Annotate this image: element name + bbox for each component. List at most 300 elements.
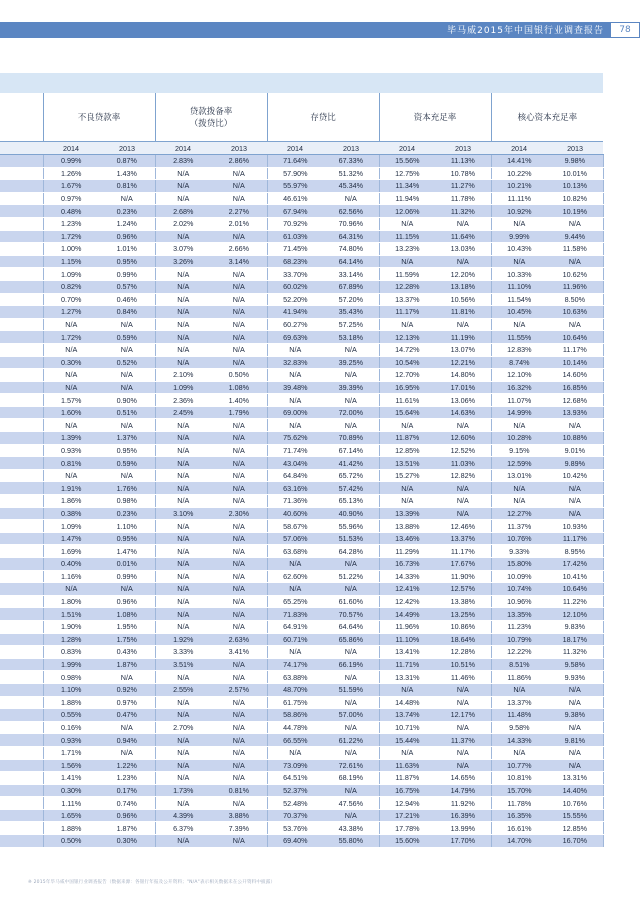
row-lead-cell (0, 482, 43, 495)
row-lead-cell (0, 192, 43, 205)
table-cell: 64.31% (323, 230, 379, 243)
table-cell: N/A (211, 280, 267, 293)
table-cell: 71.74% (267, 444, 323, 457)
table-row (0, 520, 603, 533)
table-cell: 1.99% (43, 658, 99, 671)
table-cell: 1.56% (43, 759, 99, 772)
table-cell: N/A (491, 482, 547, 495)
table-cell: 11.87% (379, 432, 435, 445)
table-cell: 2.36% (155, 394, 211, 407)
table-row (0, 532, 603, 545)
table-cell: N/A (99, 192, 155, 205)
table-row (0, 746, 603, 759)
table-cell: 0.98% (43, 671, 99, 684)
table-cell: N/A (491, 683, 547, 696)
table-cell: 9.33% (491, 545, 547, 558)
table-cell: 2.01% (211, 217, 267, 230)
table-cell: N/A (155, 835, 211, 848)
table-cell: N/A (211, 444, 267, 457)
table-cell: N/A (323, 784, 379, 797)
table-cell: 16.85% (547, 381, 603, 394)
table-cell: N/A (155, 734, 211, 747)
table-cell: 1.08% (211, 381, 267, 394)
table-cell: 64.64% (323, 620, 379, 633)
table-cell: 10.64% (547, 583, 603, 596)
table-cell: 1.76% (99, 482, 155, 495)
row-lead-cell (0, 570, 43, 583)
table-cell: 66.19% (323, 658, 379, 671)
table-row (0, 419, 603, 432)
table-cell: 0.52% (99, 356, 155, 369)
table-cell: N/A (155, 331, 211, 344)
table-body (0, 155, 603, 848)
row-lead-cell (0, 620, 43, 633)
table-cell: 13.74% (379, 709, 435, 722)
table-cell: 33.70% (267, 268, 323, 281)
table-cell: 1.28% (43, 633, 99, 646)
table-cell: 8.74% (491, 356, 547, 369)
table-cell: 1.47% (99, 545, 155, 558)
table-cell: 45.34% (323, 180, 379, 193)
table-cell: N/A (155, 746, 211, 759)
table-cell: 14.33% (379, 570, 435, 583)
table-cell: N/A (435, 495, 491, 508)
table-cell: 1.91% (43, 482, 99, 495)
table-cell: 12.10% (491, 369, 547, 382)
table-cell: N/A (155, 772, 211, 785)
table-cell: 0.96% (99, 809, 155, 822)
table-cell: 10.71% (379, 721, 435, 734)
table-cell: 10.64% (547, 331, 603, 344)
table-cell: 74.17% (267, 658, 323, 671)
table-cell: 0.81% (43, 457, 99, 470)
table-cell: 11.19% (435, 331, 491, 344)
table-cell: 1.16% (43, 570, 99, 583)
table-cell: N/A (99, 583, 155, 596)
row-lead-cell (0, 419, 43, 432)
table-cell: N/A (491, 419, 547, 432)
table-cell: N/A (323, 369, 379, 382)
table-cell: 70.57% (323, 608, 379, 621)
table-cell: 0.96% (99, 230, 155, 243)
table-cell: 11.94% (379, 192, 435, 205)
table-cell: N/A (43, 343, 99, 356)
table-cell: 14.72% (379, 343, 435, 356)
table-cell: 32.83% (267, 356, 323, 369)
year-cell: 2014 (43, 142, 99, 155)
table-cell: 0.99% (99, 570, 155, 583)
table-row (0, 709, 603, 722)
table-cell: 2.63% (211, 633, 267, 646)
table-row (0, 671, 603, 684)
row-lead-cell (0, 658, 43, 671)
table-cell: 12.85% (547, 822, 603, 835)
table-cell: N/A (99, 318, 155, 331)
table-cell: N/A (211, 545, 267, 558)
table-cell: N/A (155, 444, 211, 457)
table-row (0, 583, 603, 596)
table-cell: 53.18% (323, 331, 379, 344)
table-cell: 57.42% (323, 482, 379, 495)
table-cell: 14.48% (379, 696, 435, 709)
table-cell: N/A (155, 432, 211, 445)
table-cell: N/A (43, 369, 99, 382)
table-cell: 1.72% (43, 230, 99, 243)
table-cell: 1.67% (43, 180, 99, 193)
table-cell: 1.08% (99, 608, 155, 621)
footnote-text: ※ 2015年毕马威中国银行业调查报告（数据来源：各银行年报及公开资料；"N/A"表示相关数据未在公开资料中披露） (28, 880, 276, 885)
table-cell: 12.42% (379, 595, 435, 608)
table-cell: N/A (323, 583, 379, 596)
table-cell: 51.32% (323, 167, 379, 180)
table-cell: 12.13% (379, 331, 435, 344)
table-cell: 0.90% (99, 394, 155, 407)
table-cell: 64.28% (323, 545, 379, 558)
table-cell: N/A (211, 797, 267, 810)
table-cell: N/A (155, 306, 211, 319)
table-cell: 13.03% (435, 243, 491, 256)
table-row (0, 432, 603, 445)
table-cell: 1.80% (43, 595, 99, 608)
row-lead-cell (0, 469, 43, 482)
table-cell: 11.71% (379, 658, 435, 671)
table-top-band (0, 73, 603, 93)
table-cell: N/A (211, 570, 267, 583)
table-cell: 10.42% (547, 469, 603, 482)
table-cell: 14.70% (491, 835, 547, 848)
table-cell: 72.00% (323, 406, 379, 419)
table-row (0, 343, 603, 356)
table-cell: 16.39% (435, 809, 491, 822)
year-cell: 2013 (211, 142, 267, 155)
row-lead-cell (0, 583, 43, 596)
table-cell: 9.89% (547, 457, 603, 470)
table-cell: 1.75% (99, 633, 155, 646)
table-row (0, 469, 603, 482)
row-lead-cell (0, 797, 43, 810)
row-lead-cell (0, 784, 43, 797)
row-lead-cell (0, 683, 43, 696)
table-row (0, 482, 603, 495)
table-cell: 11.81% (435, 306, 491, 319)
table-cell: 10.76% (491, 532, 547, 545)
table-cell: 1.10% (99, 520, 155, 533)
table-cell: 10.56% (435, 293, 491, 306)
row-lead-cell (0, 230, 43, 243)
table-cell: N/A (211, 734, 267, 747)
table-cell: 0.74% (99, 797, 155, 810)
row-lead-cell (0, 633, 43, 646)
table-cell: 1.92% (155, 633, 211, 646)
table-cell: 10.54% (379, 356, 435, 369)
header-blank-cell (0, 93, 43, 142)
table-cell: 17.67% (435, 558, 491, 571)
table-cell: 12.17% (435, 709, 491, 722)
table-cell: 10.63% (547, 306, 603, 319)
table-cell: N/A (155, 558, 211, 571)
table-cell: 11.86% (491, 671, 547, 684)
table-cell: N/A (155, 469, 211, 482)
table-cell: 0.87% (99, 155, 155, 168)
table-row (0, 683, 603, 696)
table-cell: 0.30% (99, 835, 155, 848)
table-cell: 1.87% (99, 658, 155, 671)
table-cell: 0.16% (43, 721, 99, 734)
table-cell: N/A (435, 683, 491, 696)
table-cell: 57.00% (323, 709, 379, 722)
row-lead-cell (0, 671, 43, 684)
table-cell: N/A (267, 419, 323, 432)
table-cell: N/A (155, 696, 211, 709)
table-cell: 10.19% (547, 205, 603, 218)
table-cell: N/A (99, 746, 155, 759)
table-cell: N/A (211, 520, 267, 533)
table-row (0, 797, 603, 810)
table-cell: N/A (267, 583, 323, 596)
table-cell: N/A (547, 746, 603, 759)
table-cell: 62.56% (323, 205, 379, 218)
table-cell: 12.28% (435, 646, 491, 659)
table-cell: N/A (435, 419, 491, 432)
table-cell: 10.51% (435, 658, 491, 671)
table-cell: 69.00% (267, 406, 323, 419)
table-cell: 13.51% (379, 457, 435, 470)
table-cell: 52.37% (267, 784, 323, 797)
header-provision-ratio: 贷款拨备率 （拨贷比） (155, 93, 267, 142)
table-cell: 16.32% (491, 381, 547, 394)
table-cell: 0.50% (43, 835, 99, 848)
table-cell: 1.71% (43, 746, 99, 759)
table-row (0, 495, 603, 508)
table-row (0, 822, 603, 835)
table-cell: 7.39% (211, 822, 267, 835)
table-cell: N/A (435, 721, 491, 734)
table-cell: N/A (435, 696, 491, 709)
table-cell: 0.59% (99, 457, 155, 470)
table-cell: N/A (155, 570, 211, 583)
year-cell: 2013 (323, 142, 379, 155)
table-cell: 61.75% (267, 696, 323, 709)
table-cell: 0.48% (43, 205, 99, 218)
row-lead-cell (0, 822, 43, 835)
table-cell: 1.86% (43, 495, 99, 508)
table-cell: 11.10% (491, 280, 547, 293)
table-cell: 55.96% (323, 520, 379, 533)
table-cell: 2.57% (211, 683, 267, 696)
table-cell: 1.15% (43, 255, 99, 268)
row-lead-cell (0, 381, 43, 394)
table-cell: 14.40% (547, 784, 603, 797)
table-cell: 0.95% (99, 255, 155, 268)
table-row (0, 280, 603, 293)
table-row (0, 318, 603, 331)
table-cell: 0.55% (43, 709, 99, 722)
table-row (0, 293, 603, 306)
table-cell: 69.40% (267, 835, 323, 848)
table-cell: 0.96% (99, 595, 155, 608)
row-lead-cell (0, 759, 43, 772)
table-cell: 2.30% (211, 507, 267, 520)
table-cell: 46.61% (267, 192, 323, 205)
table-cell: 11.34% (379, 180, 435, 193)
table-cell: 2.68% (155, 205, 211, 218)
table-cell: 0.95% (99, 532, 155, 545)
table-cell: 1.00% (43, 243, 99, 256)
table-cell: N/A (211, 671, 267, 684)
table-cell: 3.33% (155, 646, 211, 659)
table-cell: 65.86% (323, 633, 379, 646)
table-cell: 60.27% (267, 318, 323, 331)
table-cell: 0.46% (99, 293, 155, 306)
table-cell: 1.26% (43, 167, 99, 180)
table-cell: 18.64% (435, 633, 491, 646)
table-cell: 61.60% (323, 595, 379, 608)
table-cell: 3.26% (155, 255, 211, 268)
table-cell: 13.01% (491, 469, 547, 482)
table-cell: N/A (547, 217, 603, 230)
row-lead-cell (0, 268, 43, 281)
table-cell: 13.93% (547, 406, 603, 419)
table-cell: N/A (155, 230, 211, 243)
table-cell: 1.22% (99, 759, 155, 772)
table-cell: 12.27% (491, 507, 547, 520)
table-cell: N/A (155, 520, 211, 533)
table-row (0, 217, 603, 230)
table-cell: 11.48% (491, 709, 547, 722)
table-cell: N/A (547, 318, 603, 331)
table-cell: 48.70% (267, 683, 323, 696)
row-lead-cell (0, 369, 43, 382)
table-row (0, 772, 603, 785)
table-cell: 71.83% (267, 608, 323, 621)
row-lead-cell (0, 734, 43, 747)
table-cell: 67.94% (267, 205, 323, 218)
table-cell: 11.54% (491, 293, 547, 306)
table-cell: 15.55% (547, 809, 603, 822)
table-cell: 9.58% (547, 658, 603, 671)
table-cell: 41.42% (323, 457, 379, 470)
table-cell: 13.39% (379, 507, 435, 520)
year-cell: 2014 (267, 142, 323, 155)
page-number: 78 (610, 22, 640, 38)
table-cell: N/A (155, 545, 211, 558)
table-cell: 10.81% (491, 772, 547, 785)
table-cell: 60.02% (267, 280, 323, 293)
table-cell: 0.57% (99, 280, 155, 293)
table-cell: 63.68% (267, 545, 323, 558)
table-cell: N/A (267, 343, 323, 356)
row-lead-cell (0, 205, 43, 218)
table-cell: 11.90% (435, 570, 491, 583)
table-cell: N/A (323, 394, 379, 407)
table-cell: 15.60% (379, 835, 435, 848)
table-cell: N/A (323, 343, 379, 356)
row-lead-cell (0, 520, 43, 533)
table-row (0, 633, 603, 646)
table-cell: 9.98% (547, 155, 603, 168)
table-cell: 10.62% (547, 268, 603, 281)
table-cell: 13.37% (491, 696, 547, 709)
table-cell: 10.21% (491, 180, 547, 193)
table-cell: 14.60% (547, 369, 603, 382)
table-cell: 12.60% (435, 432, 491, 445)
table-cell: 13.23% (379, 243, 435, 256)
table-cell: 11.29% (379, 545, 435, 558)
table-cell: 11.63% (379, 759, 435, 772)
table-cell: 11.22% (547, 595, 603, 608)
year-cell: 2013 (547, 142, 603, 155)
table-cell: N/A (435, 318, 491, 331)
table-cell: 12.52% (435, 444, 491, 457)
table-cell: 11.32% (435, 205, 491, 218)
table-cell: 1.43% (99, 167, 155, 180)
table-cell: 65.72% (323, 469, 379, 482)
table-cell: 0.23% (99, 205, 155, 218)
table-cell: N/A (155, 620, 211, 633)
table-cell: N/A (435, 482, 491, 495)
table-cell: 14.79% (435, 784, 491, 797)
table-cell: 55.97% (267, 180, 323, 193)
table-cell: 17.78% (379, 822, 435, 835)
table-cell: 9.83% (547, 620, 603, 633)
table-cell: N/A (211, 192, 267, 205)
row-lead-cell (0, 507, 43, 520)
table-cell: N/A (491, 746, 547, 759)
table-cell: 12.21% (435, 356, 491, 369)
table-cell: 10.43% (491, 243, 547, 256)
table-cell: N/A (323, 558, 379, 571)
table-cell: 11.55% (491, 331, 547, 344)
table-cell: N/A (99, 721, 155, 734)
row-lead-cell (0, 255, 43, 268)
table-cell: 61.22% (323, 734, 379, 747)
header-capital-adequacy: 资本充足率 (379, 93, 491, 142)
table-cell: N/A (547, 683, 603, 696)
table-cell: 11.32% (547, 646, 603, 659)
table-cell: 9.99% (491, 230, 547, 243)
table-cell: 10.86% (435, 620, 491, 633)
table-cell: 2.66% (211, 243, 267, 256)
table-cell: 16.61% (491, 822, 547, 835)
table-cell: 10.82% (547, 192, 603, 205)
table-cell: 0.51% (99, 406, 155, 419)
table-cell: 1.88% (43, 696, 99, 709)
table-cell: 0.99% (99, 268, 155, 281)
table-cell: 74.80% (323, 243, 379, 256)
table-row (0, 331, 603, 344)
table-cell: 68.23% (267, 255, 323, 268)
table-cell: N/A (547, 759, 603, 772)
table-cell: 10.45% (491, 306, 547, 319)
table-cell: 12.10% (547, 608, 603, 621)
table-row (0, 620, 603, 633)
table-cell: N/A (211, 318, 267, 331)
table-cell: 63.88% (267, 671, 323, 684)
table-cell: N/A (491, 495, 547, 508)
row-lead-cell (0, 180, 43, 193)
table-cell: 0.30% (43, 356, 99, 369)
table-cell: 10.22% (491, 167, 547, 180)
table-cell: 33.14% (323, 268, 379, 281)
table-cell: 2.45% (155, 406, 211, 419)
table-cell: N/A (211, 696, 267, 709)
table-cell: N/A (211, 620, 267, 633)
table-cell: N/A (547, 495, 603, 508)
row-lead-cell (0, 356, 43, 369)
table-cell: 12.85% (379, 444, 435, 457)
table-cell: N/A (155, 318, 211, 331)
table-row (0, 243, 603, 256)
